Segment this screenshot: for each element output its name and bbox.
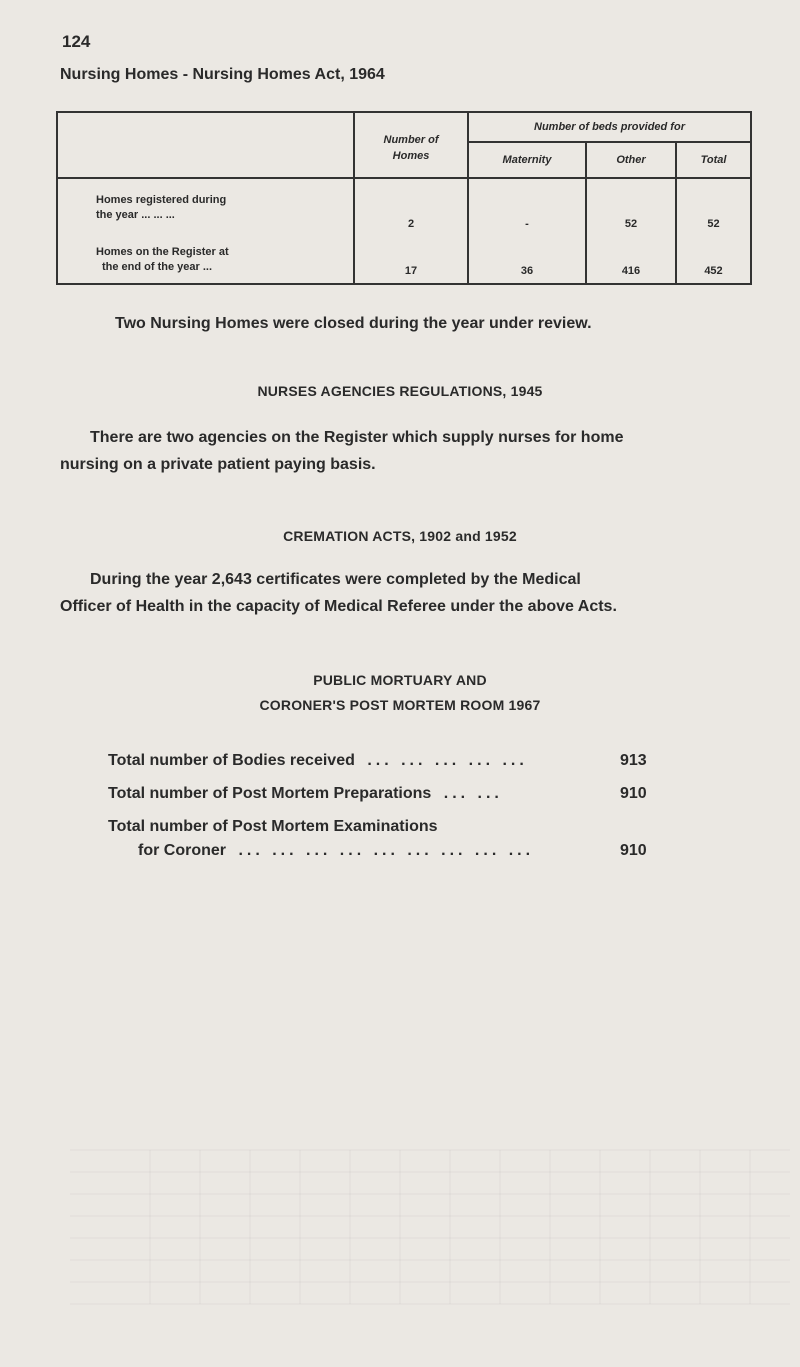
cremation-acts-title: CREMATION ACTS, 1902 and 1952 <box>283 528 517 544</box>
cell-maternity: 36 <box>468 236 586 284</box>
table-corner-cell <box>57 112 354 178</box>
bodies-received-value: 913 <box>620 752 647 769</box>
nurses-agencies-title: NURSES AGENCIES REGULATIONS, 1945 <box>257 383 543 399</box>
col-header-maternity: Maternity <box>468 142 586 178</box>
post-mortem-examinations-label-cont: for Coroner ... ... ... ... ... ... ... ... ... <box>138 842 535 859</box>
page-heading: Nursing Homes - Nursing Homes Act, 1964 <box>60 66 385 83</box>
cell-total: 452 <box>676 236 751 284</box>
col-header-beds: Number of beds provided for <box>468 112 751 142</box>
row-label: Homes registered during the year ... ... ... <box>57 178 354 236</box>
post-mortem-preparations-label: Total number of Post Mortem Preparations ... ... <box>108 785 503 802</box>
bodies-received-label: Total number of Bodies received ... ... ... ... ... <box>108 752 528 769</box>
cell-homes: 2 <box>354 178 468 236</box>
table-row <box>57 236 751 284</box>
cell-homes: 17 <box>354 236 468 284</box>
cell-maternity: - <box>468 178 586 236</box>
mortuary-title-line1: PUBLIC MORTUARY AND <box>313 672 487 688</box>
cremation-acts-text: During the year 2,643 certificates were completed by the Medical Officer of Health in the capacity of Medical Referee under the above Acts. <box>60 571 617 615</box>
closed-homes-note: Two Nursing Homes were closed during the year under review. <box>115 315 592 332</box>
post-mortem-examinations-value: 910 <box>620 842 647 859</box>
page-number: 124 <box>62 32 91 51</box>
nursing-homes-table <box>56 111 752 285</box>
col-header-homes: Number of Homes <box>354 112 468 178</box>
post-mortem-preparations-value: 910 <box>620 785 647 802</box>
mortuary-title-line2: CORONER'S POST MORTEM ROOM 1967 <box>259 697 541 713</box>
nurses-agencies-text: There are two agencies on the Register which supply nurses for home nursing on a private patient paying basis. <box>60 429 624 473</box>
cell-other: 52 <box>586 178 676 236</box>
col-header-total: Total <box>676 142 751 178</box>
table-row <box>57 178 751 236</box>
cell-other: 416 <box>586 236 676 284</box>
col-header-other: Other <box>586 142 676 178</box>
row-label: Homes on the Register at the end of the year ... <box>57 236 354 284</box>
post-mortem-examinations-label: Total number of Post Mortem Examinations <box>108 818 438 835</box>
cell-total: 52 <box>676 178 751 236</box>
